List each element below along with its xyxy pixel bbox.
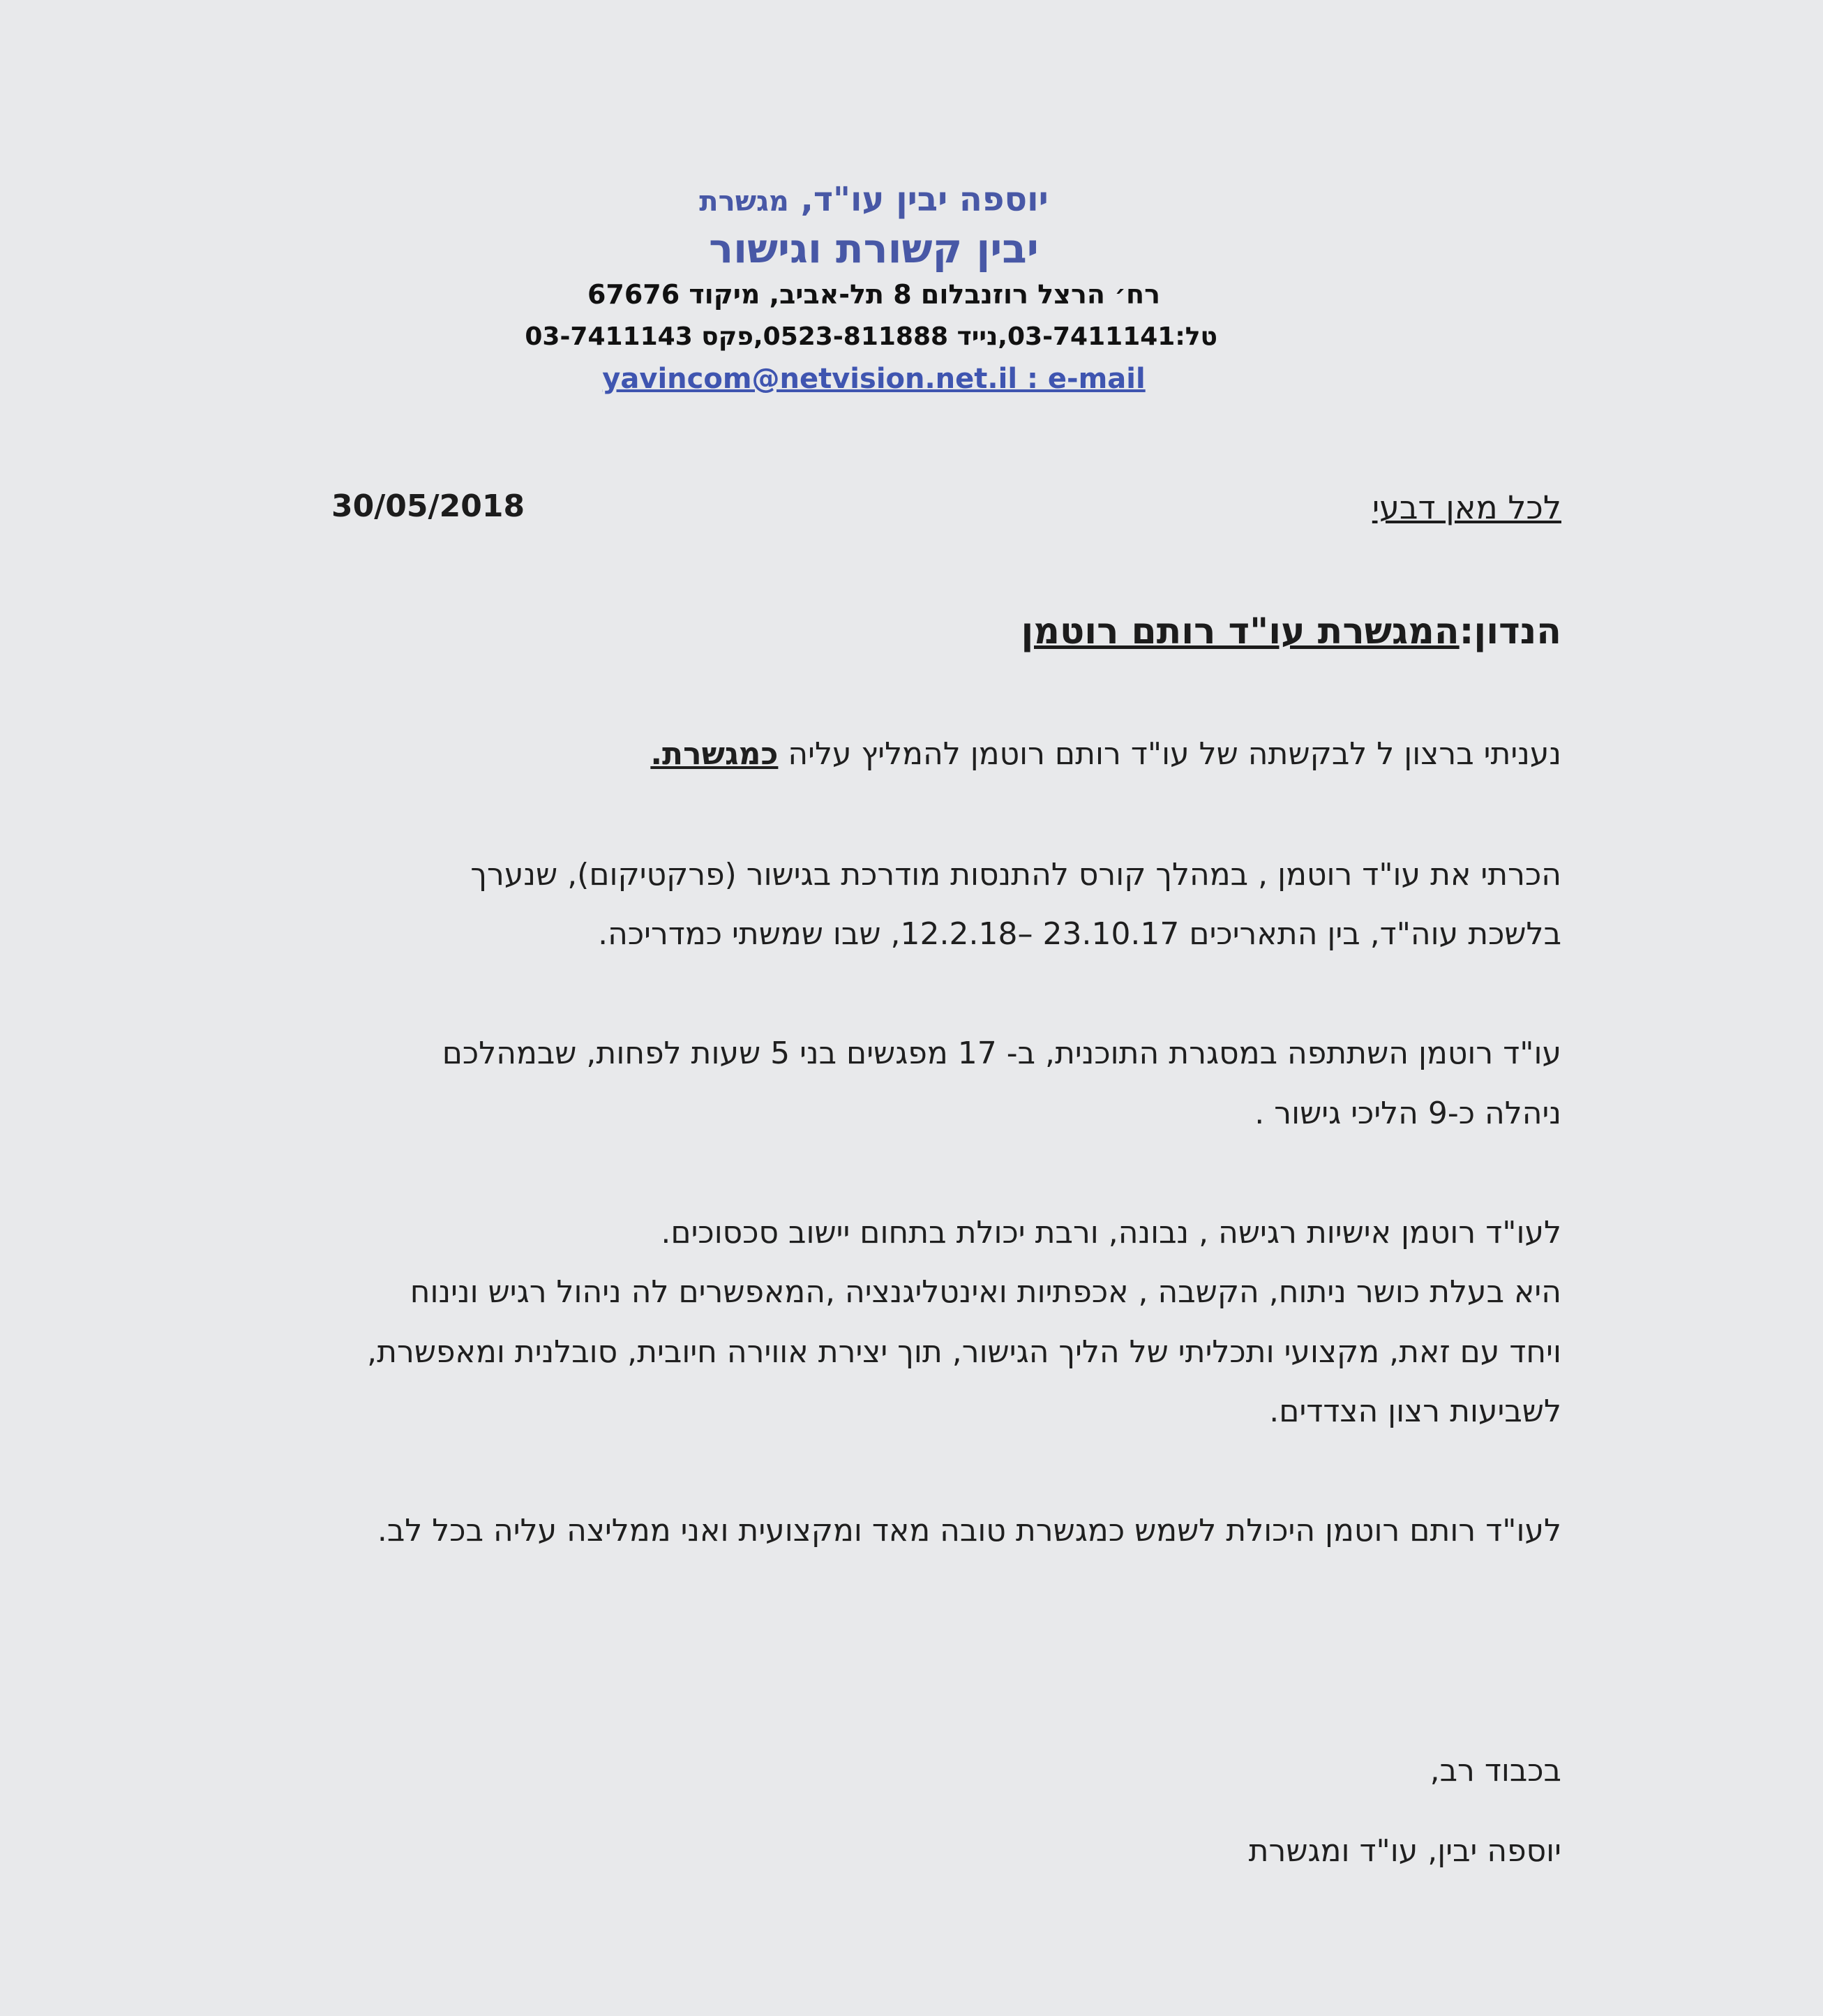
paragraph-qualities-line-3: ויחד עם זאת, מקצועי ותכליתי של הליך הגישור, תוך יצירת אווירה חיובית, סובלנית ומאפשרת, [367,1334,1561,1370]
signature-line: יוספה יבין, עו"ד ומגשרת [1248,1833,1561,1869]
closing-salutation: בכבוד רב, [1430,1753,1561,1789]
letterhead-address: רח׳ הרצל רוזנבלום 8 תל-אביב, מיקוד 67676 [587,279,1161,310]
paragraph-qualities-line-1: לעו"ד רוטמן אישיות רגישה , נבונה, ורבת יכולת בתחום יישוב סכסוכים. [661,1215,1561,1250]
letterhead-name [530,180,1217,219]
paragraph-participation-line-1: עו"ד רוטמן השתתפה במסגרת התוכנית, ב- 17 מפגשים בני 5 שעות לפחות, שבמהלכם [442,1036,1561,1071]
subject-text: המגשרת עו"ד רותם רוטמן [1021,611,1460,652]
paragraph-qualities-line-4: לשביעות רצון הצדדים. [1269,1394,1561,1429]
letterhead-role: מגשרת [699,186,789,218]
paragraph-qualities-line-2: היא בעלת כושר ניתוח, הקשבה , אכפתיות ואינטליגנציה ,המאפשרים לה ניהול רגיש ונינוח [410,1274,1561,1310]
letterhead-email-link[interactable]: yavincom@netvision.net.il : e-mail [602,363,1146,395]
paragraph-intro [650,736,1561,772]
letterhead-firm: יבין קשורת וגישור [709,225,1039,272]
paragraph-acquaintance-line-1: הכרתי את עו"ד רוטמן , במהלך קורס להתנסות מודרכת בגישור (פרקטיקום), שנערך [470,857,1561,893]
recipient-line: לכל מאן דבעי [1372,488,1561,526]
letterhead-phone: טל:03-7411141,נייד 0523-811888,פקס 03-7411143 [525,322,1217,351]
letterhead-name-text: יוספה יבין עו"ד, [800,180,1049,219]
subject-label: הנדון: [1459,611,1561,652]
paragraph-recommendation: לעו"ד רותם רוטמן היכולת לשמש כמגשרת טובה מאד ומקצועית ואני ממליצה עליה בכל לב. [377,1513,1561,1548]
paragraph-acquaintance-line-2: בלשכת עוה"ד, בין התאריכים 23.10.17 –12.2.18, שבו שמשתי כמדריכה. [598,916,1561,952]
letter-date: 30/05/2018 [331,488,525,524]
paragraph-intro-text: נעניתי ברצון ל לבקשתה של עו"ד רותם רוטמן להמליץ עליה [778,736,1561,772]
paragraph-participation-line-2: ניהלה כ-9 הליכי גישור . [1254,1096,1561,1131]
subject-line [1021,611,1562,652]
paragraph-intro-emphasis: כמגשרת. [650,736,779,772]
